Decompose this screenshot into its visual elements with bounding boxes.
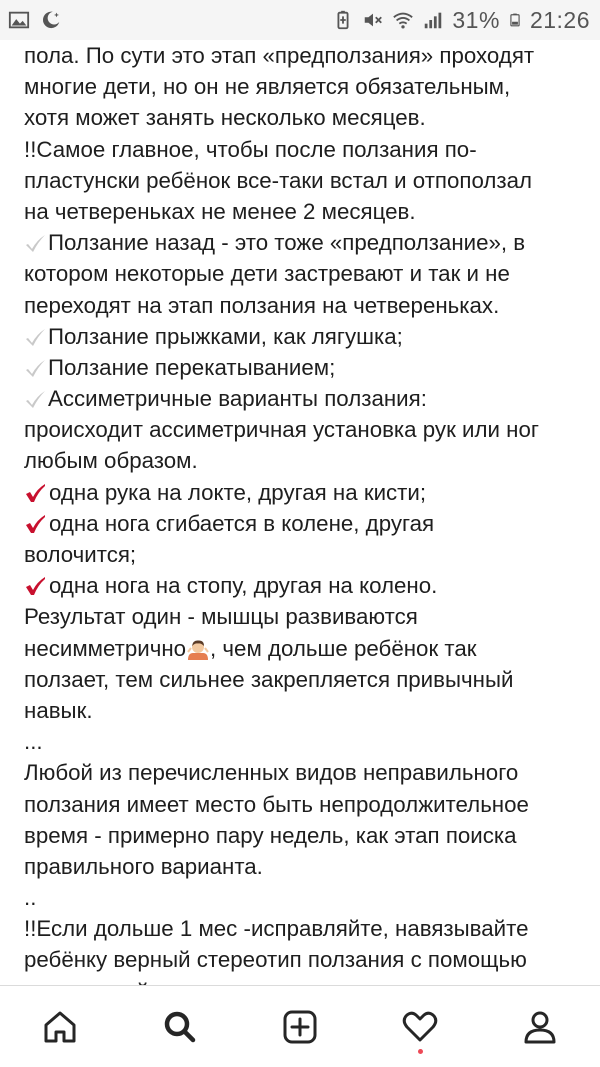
caption-line bbox=[24, 570, 586, 601]
profile-icon bbox=[520, 1007, 560, 1047]
check-mark-icon bbox=[24, 389, 46, 409]
wifi-icon bbox=[392, 9, 414, 31]
caption-line-text: любым образом. bbox=[24, 448, 198, 474]
caption-line bbox=[24, 290, 586, 321]
caption-line-text: Результат один - мышцы развиваются bbox=[24, 604, 418, 630]
clock: 21:26 bbox=[529, 6, 590, 33]
caption-line-text: правильного варианта. bbox=[24, 853, 263, 879]
nav-search[interactable] bbox=[150, 997, 210, 1057]
caption-line bbox=[24, 664, 586, 695]
caption-line-text: пластунски ребёнок все-таки встал и отпоползал bbox=[24, 167, 533, 193]
caption-line bbox=[24, 757, 586, 788]
caption-line bbox=[24, 383, 586, 414]
caption-line-text: волочится; bbox=[24, 542, 137, 567]
caption-line-text: ползания имеет место быть непродолжительное bbox=[24, 791, 529, 817]
caption-line bbox=[24, 820, 586, 851]
home-icon bbox=[40, 1007, 80, 1047]
caption-line-text: хотя может занять несколько месяцев. bbox=[24, 105, 426, 131]
caption-line-text: несимметрично bbox=[24, 635, 187, 661]
status-bar bbox=[0, 0, 600, 40]
red-check-mark-icon bbox=[24, 514, 46, 534]
caption-line-text: Любой из перечисленных видов неправильного bbox=[24, 760, 519, 786]
caption-line-text: время - примерно пару недель, как этап поиска bbox=[24, 822, 517, 848]
caption-line-text: ребёнку верный стереотип ползания с помощью bbox=[24, 947, 527, 973]
caption-line bbox=[24, 227, 586, 258]
caption-line bbox=[24, 134, 586, 165]
caption-line bbox=[24, 913, 586, 944]
caption-line bbox=[24, 601, 586, 632]
caption-line-text: , чем дольше ребёнок так bbox=[210, 635, 477, 661]
red-check-mark-icon bbox=[24, 483, 46, 503]
nav-add-post[interactable] bbox=[270, 997, 330, 1057]
caption-line bbox=[24, 633, 586, 664]
heart-icon bbox=[400, 1007, 440, 1047]
caption-line bbox=[24, 789, 586, 820]
check-mark-icon bbox=[24, 358, 46, 378]
caption-line-text: одна нога на стопу, другая на колено. bbox=[49, 573, 438, 599]
mute-icon bbox=[362, 9, 384, 31]
nav-home[interactable] bbox=[30, 997, 90, 1057]
shrug-emoji-icon bbox=[187, 639, 209, 661]
post-caption bbox=[24, 40, 586, 985]
caption-line bbox=[24, 165, 586, 196]
caption-line-text: Ползание прыжками, как лягушка; bbox=[48, 323, 403, 349]
battery-percent: 31% bbox=[452, 6, 500, 33]
search-icon bbox=[160, 1007, 200, 1047]
caption-line bbox=[24, 321, 586, 352]
caption-line-text: ... bbox=[24, 729, 43, 755]
caption-line bbox=[24, 539, 586, 570]
caption-line bbox=[24, 477, 586, 508]
caption-line-text: !!Самое главное, чтобы после ползания по- bbox=[24, 136, 477, 162]
moon-star-icon bbox=[40, 9, 62, 31]
caption-line-text: Ползание назад - это тоже «предползание», в bbox=[48, 230, 526, 256]
battery-saver-icon bbox=[332, 9, 354, 31]
caption-line bbox=[24, 695, 586, 726]
caption-line-text: на четвереньках не менее 2 месяцев. bbox=[24, 198, 416, 224]
add-post-icon bbox=[280, 1007, 320, 1047]
caption-line bbox=[24, 71, 586, 102]
caption-line bbox=[24, 445, 586, 476]
caption-line-text: ползает, тем сильнее закрепляется привычный bbox=[24, 666, 514, 692]
red-check-mark-icon bbox=[24, 576, 46, 596]
caption-line-text: .. bbox=[24, 885, 37, 911]
caption-line bbox=[24, 258, 586, 289]
caption-line-text: одна рука на локте, другая на кисти; bbox=[49, 479, 427, 505]
battery-icon bbox=[508, 9, 522, 31]
nav-activity[interactable] bbox=[390, 997, 450, 1057]
caption-line bbox=[24, 851, 586, 882]
caption-line-text: !!Если дольше 1 мес -исправляйте, навязывайте bbox=[24, 916, 529, 942]
caption-line-text: происходит ассиметричная установка рук или ног bbox=[24, 417, 539, 443]
caption-line-text: котором некоторые дети застревают и так и не bbox=[24, 261, 510, 287]
caption-line-text: Ползание перекатыванием; bbox=[48, 354, 336, 380]
caption-line bbox=[24, 944, 586, 975]
caption-line-text: пола. По сути это этап «предползания» проходят bbox=[24, 43, 535, 68]
caption-line bbox=[24, 352, 586, 383]
bottom-nav bbox=[0, 985, 600, 1067]
caption-line-text: навык. bbox=[24, 697, 93, 723]
caption-line-text: переходят на этап ползания на четвереньках. bbox=[24, 292, 500, 318]
image-icon bbox=[8, 9, 30, 31]
caption-line-text: Ассиметричные варианты ползания: bbox=[48, 386, 427, 412]
caption-line bbox=[24, 508, 586, 539]
caption-line bbox=[24, 414, 586, 445]
nav-profile[interactable] bbox=[510, 997, 570, 1057]
signal-icon bbox=[422, 9, 444, 31]
caption-line bbox=[24, 882, 586, 913]
caption-line bbox=[24, 40, 586, 71]
caption-line bbox=[24, 196, 586, 227]
caption-line bbox=[24, 726, 586, 757]
caption-line-text: одна нога сгибается в колене, другая bbox=[49, 510, 435, 536]
check-mark-icon bbox=[24, 233, 46, 253]
notification-dot bbox=[418, 1049, 423, 1054]
caption-line-text: многие дети, но он не является обязательным, bbox=[24, 74, 511, 100]
check-mark-icon bbox=[24, 327, 46, 347]
caption-line bbox=[24, 102, 586, 133]
